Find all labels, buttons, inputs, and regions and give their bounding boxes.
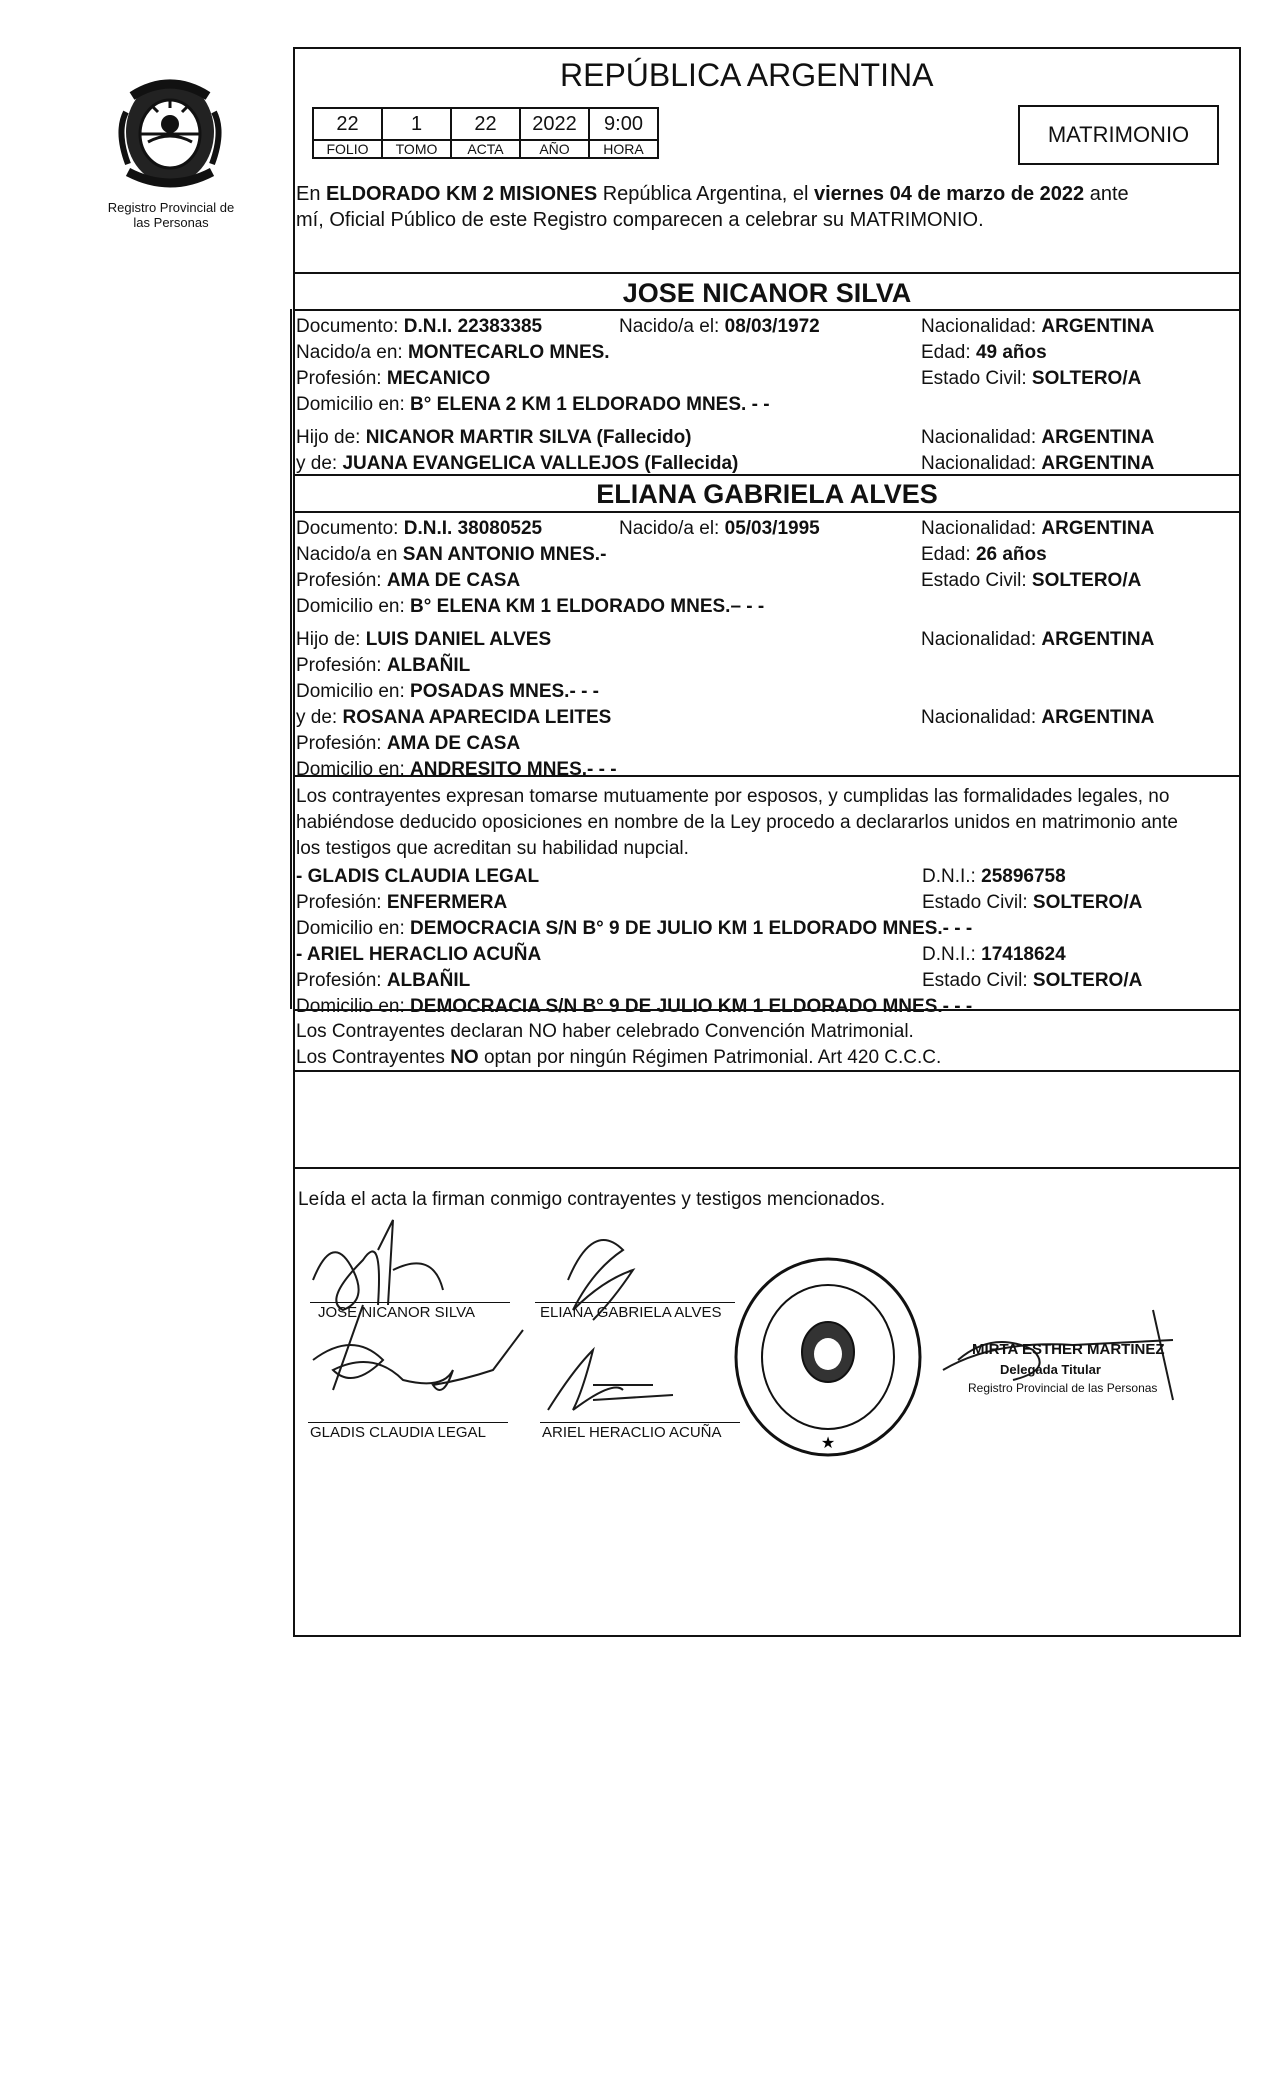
spouse2-padre-profesion: Profesión: ALBAÑIL — [296, 655, 471, 676]
spouse1-padre: Hijo de: NICANOR MARTIR SILVA (Fallecido) — [296, 427, 692, 448]
witness2-domicilio: Domicilio en: DEMOCRACIA S/N B° 9 DE JULIO KM 1 ELDORADO MNES.- - - — [296, 996, 973, 1017]
spouse1-domicilio: Domicilio en: B° ELENA 2 KM 1 ELDORADO MNES. - - — [296, 394, 770, 415]
spouse1-madre-nacionalidad: Nacionalidad: ARGENTINA — [921, 453, 1155, 474]
spouse1-estado-civil: Estado Civil: SOLTERO/A — [921, 368, 1142, 389]
signature-label-3: GLADIS CLAUDIA LEGAL — [310, 1424, 486, 1441]
witness2-name: - ARIEL HERACLIO ACUÑA — [296, 944, 542, 965]
spouse1-nacido-el: Nacido/a el: 08/03/1972 — [619, 316, 820, 337]
spouse1-profesion: Profesión: MECANICO — [296, 368, 491, 389]
spouse2-documento: Documento: D.N.I. 38080525 — [296, 518, 543, 539]
declaration-line-1: Los contrayentes expresan tomarse mutuamente por esposos, y cumplidas las formalidades legales, no — [296, 786, 1170, 807]
hora-value: 9:00 — [589, 108, 658, 140]
official-name: MIRTA ESTHER MARTINEZ — [972, 1341, 1165, 1358]
folio-value: 22 — [313, 108, 382, 140]
spouse1-madre: y de: JUANA EVANGELICA VALLEJOS (Fallecida) — [296, 453, 739, 474]
spouse2-name: ELIANA GABRIELA ALVES — [596, 479, 938, 509]
spouse1-edad: Edad: 49 años — [921, 342, 1047, 363]
registry-table — [312, 107, 659, 159]
regime-line-1: Los Contrayentes declaran NO haber celebrado Convención Matrimonial. — [296, 1021, 914, 1042]
declaration-line-2: habiéndose deducido oposiciones en nombre de la Ley procedo a declararlos unidos en matrimonio ante — [296, 812, 1178, 833]
witness2-dni: D.N.I.: 17418624 — [922, 944, 1066, 965]
regime-line-2: Los Contrayentes NO optan por ningún Régimen Patrimonial. Art 420 C.C.C. — [296, 1047, 942, 1068]
spouse1-padre-nacionalidad: Nacionalidad: ARGENTINA — [921, 427, 1155, 448]
witness2-estado-civil: Estado Civil: SOLTERO/A — [922, 970, 1143, 991]
witness1-estado-civil: Estado Civil: SOLTERO/A — [922, 892, 1143, 913]
intro-line-2: mí, Oficial Público de este Registro comparecen a celebrar su MATRIMONIO. — [296, 209, 984, 231]
spouse2-madre-domicilio: Domicilio en: ANDRESITO MNES.- - - — [296, 759, 617, 780]
act-type-box — [1018, 105, 1219, 165]
witness1-domicilio: Domicilio en: DEMOCRACIA S/N B° 9 DE JULIO KM 1 ELDORADO MNES.- - - — [296, 918, 973, 939]
witness1-name: - GLADIS CLAUDIA LEGAL — [296, 866, 540, 887]
acta-label: ACTA — [451, 140, 520, 158]
spouse2-madre-nacionalidad: Nacionalidad: ARGENTINA — [921, 707, 1155, 728]
declaration-line-3: los testigos que acreditan su habilidad nupcial. — [296, 838, 689, 859]
intro-line-1: En ELDORADO KM 2 MISIONES República Argentina, el viernes 04 de marzo de 2022 ante — [296, 183, 1129, 205]
spouse1-name: JOSE NICANOR SILVA — [622, 278, 912, 308]
spouse2-padre-nacionalidad: Nacionalidad: ARGENTINA — [921, 629, 1155, 650]
provincial-seal — [110, 72, 230, 192]
spouse2-nacido-en: Nacido/a en SAN ANTONIO MNES.- — [296, 544, 607, 565]
spouse2-nacido-el: Nacido/a el: 05/03/1995 — [619, 518, 820, 539]
spouse2-domicilio: Domicilio en: B° ELENA KM 1 ELDORADO MNES.– - - — [296, 596, 765, 617]
spouse2-padre: Hijo de: LUIS DANIEL ALVES — [296, 629, 552, 650]
anio-value: 2022 — [520, 108, 589, 140]
spouse2-madre: y de: ROSANA APARECIDA LEITES — [296, 707, 612, 728]
acta-value: 22 — [451, 108, 520, 140]
spouse1-nacionalidad: Nacionalidad: ARGENTINA — [921, 316, 1155, 337]
anio-label: AÑO — [520, 140, 589, 158]
witness2-profesion: Profesión: ALBAÑIL — [296, 970, 471, 991]
spouse2-profesion: Profesión: AMA DE CASA — [296, 570, 521, 591]
official-title: Delegada Titular — [1000, 1362, 1101, 1377]
signature-label-2: ELIANA GABRIELA ALVES — [540, 1304, 722, 1321]
spouse2-nacionalidad: Nacionalidad: ARGENTINA — [921, 518, 1155, 539]
witness1-profesion: Profesión: ENFERMERA — [296, 892, 508, 913]
official-stamp — [728, 1252, 928, 1462]
signature-label-4: ARIEL HERACLIO ACUÑA — [542, 1424, 722, 1441]
tomo-value: 1 — [382, 108, 451, 140]
signature-label-1: JOSE NICANOR SILVA — [318, 1304, 475, 1321]
signatures-intro: Leída el acta la firman conmigo contrayentes y testigos mencionados. — [298, 1189, 886, 1210]
hora-label: HORA — [589, 140, 658, 158]
svg-text:★: ★ — [820, 1435, 836, 1452]
witness1-dni: D.N.I.: 25896758 — [922, 866, 1066, 887]
spouse1-nacido-en: Nacido/a en: MONTECARLO MNES. — [296, 342, 610, 363]
country-title: REPÚBLICA ARGENTINA — [560, 57, 934, 93]
spouse2-madre-profesion: Profesión: AMA DE CASA — [296, 733, 521, 754]
registry-label: Registro Provincial de las Personas — [107, 200, 235, 230]
tomo-label: TOMO — [382, 140, 451, 158]
spouse2-padre-domicilio: Domicilio en: POSADAS MNES.- - - — [296, 681, 599, 702]
spouse2-edad: Edad: 26 años — [921, 544, 1047, 565]
official-org: Registro Provincial de las Personas — [968, 1381, 1158, 1395]
folio-label: FOLIO — [313, 140, 382, 158]
spouse2-estado-civil: Estado Civil: SOLTERO/A — [921, 570, 1142, 591]
act-type: MATRIMONIO — [1047, 122, 1190, 147]
spouse1-documento: Documento: D.N.I. 22383385 — [296, 316, 543, 337]
